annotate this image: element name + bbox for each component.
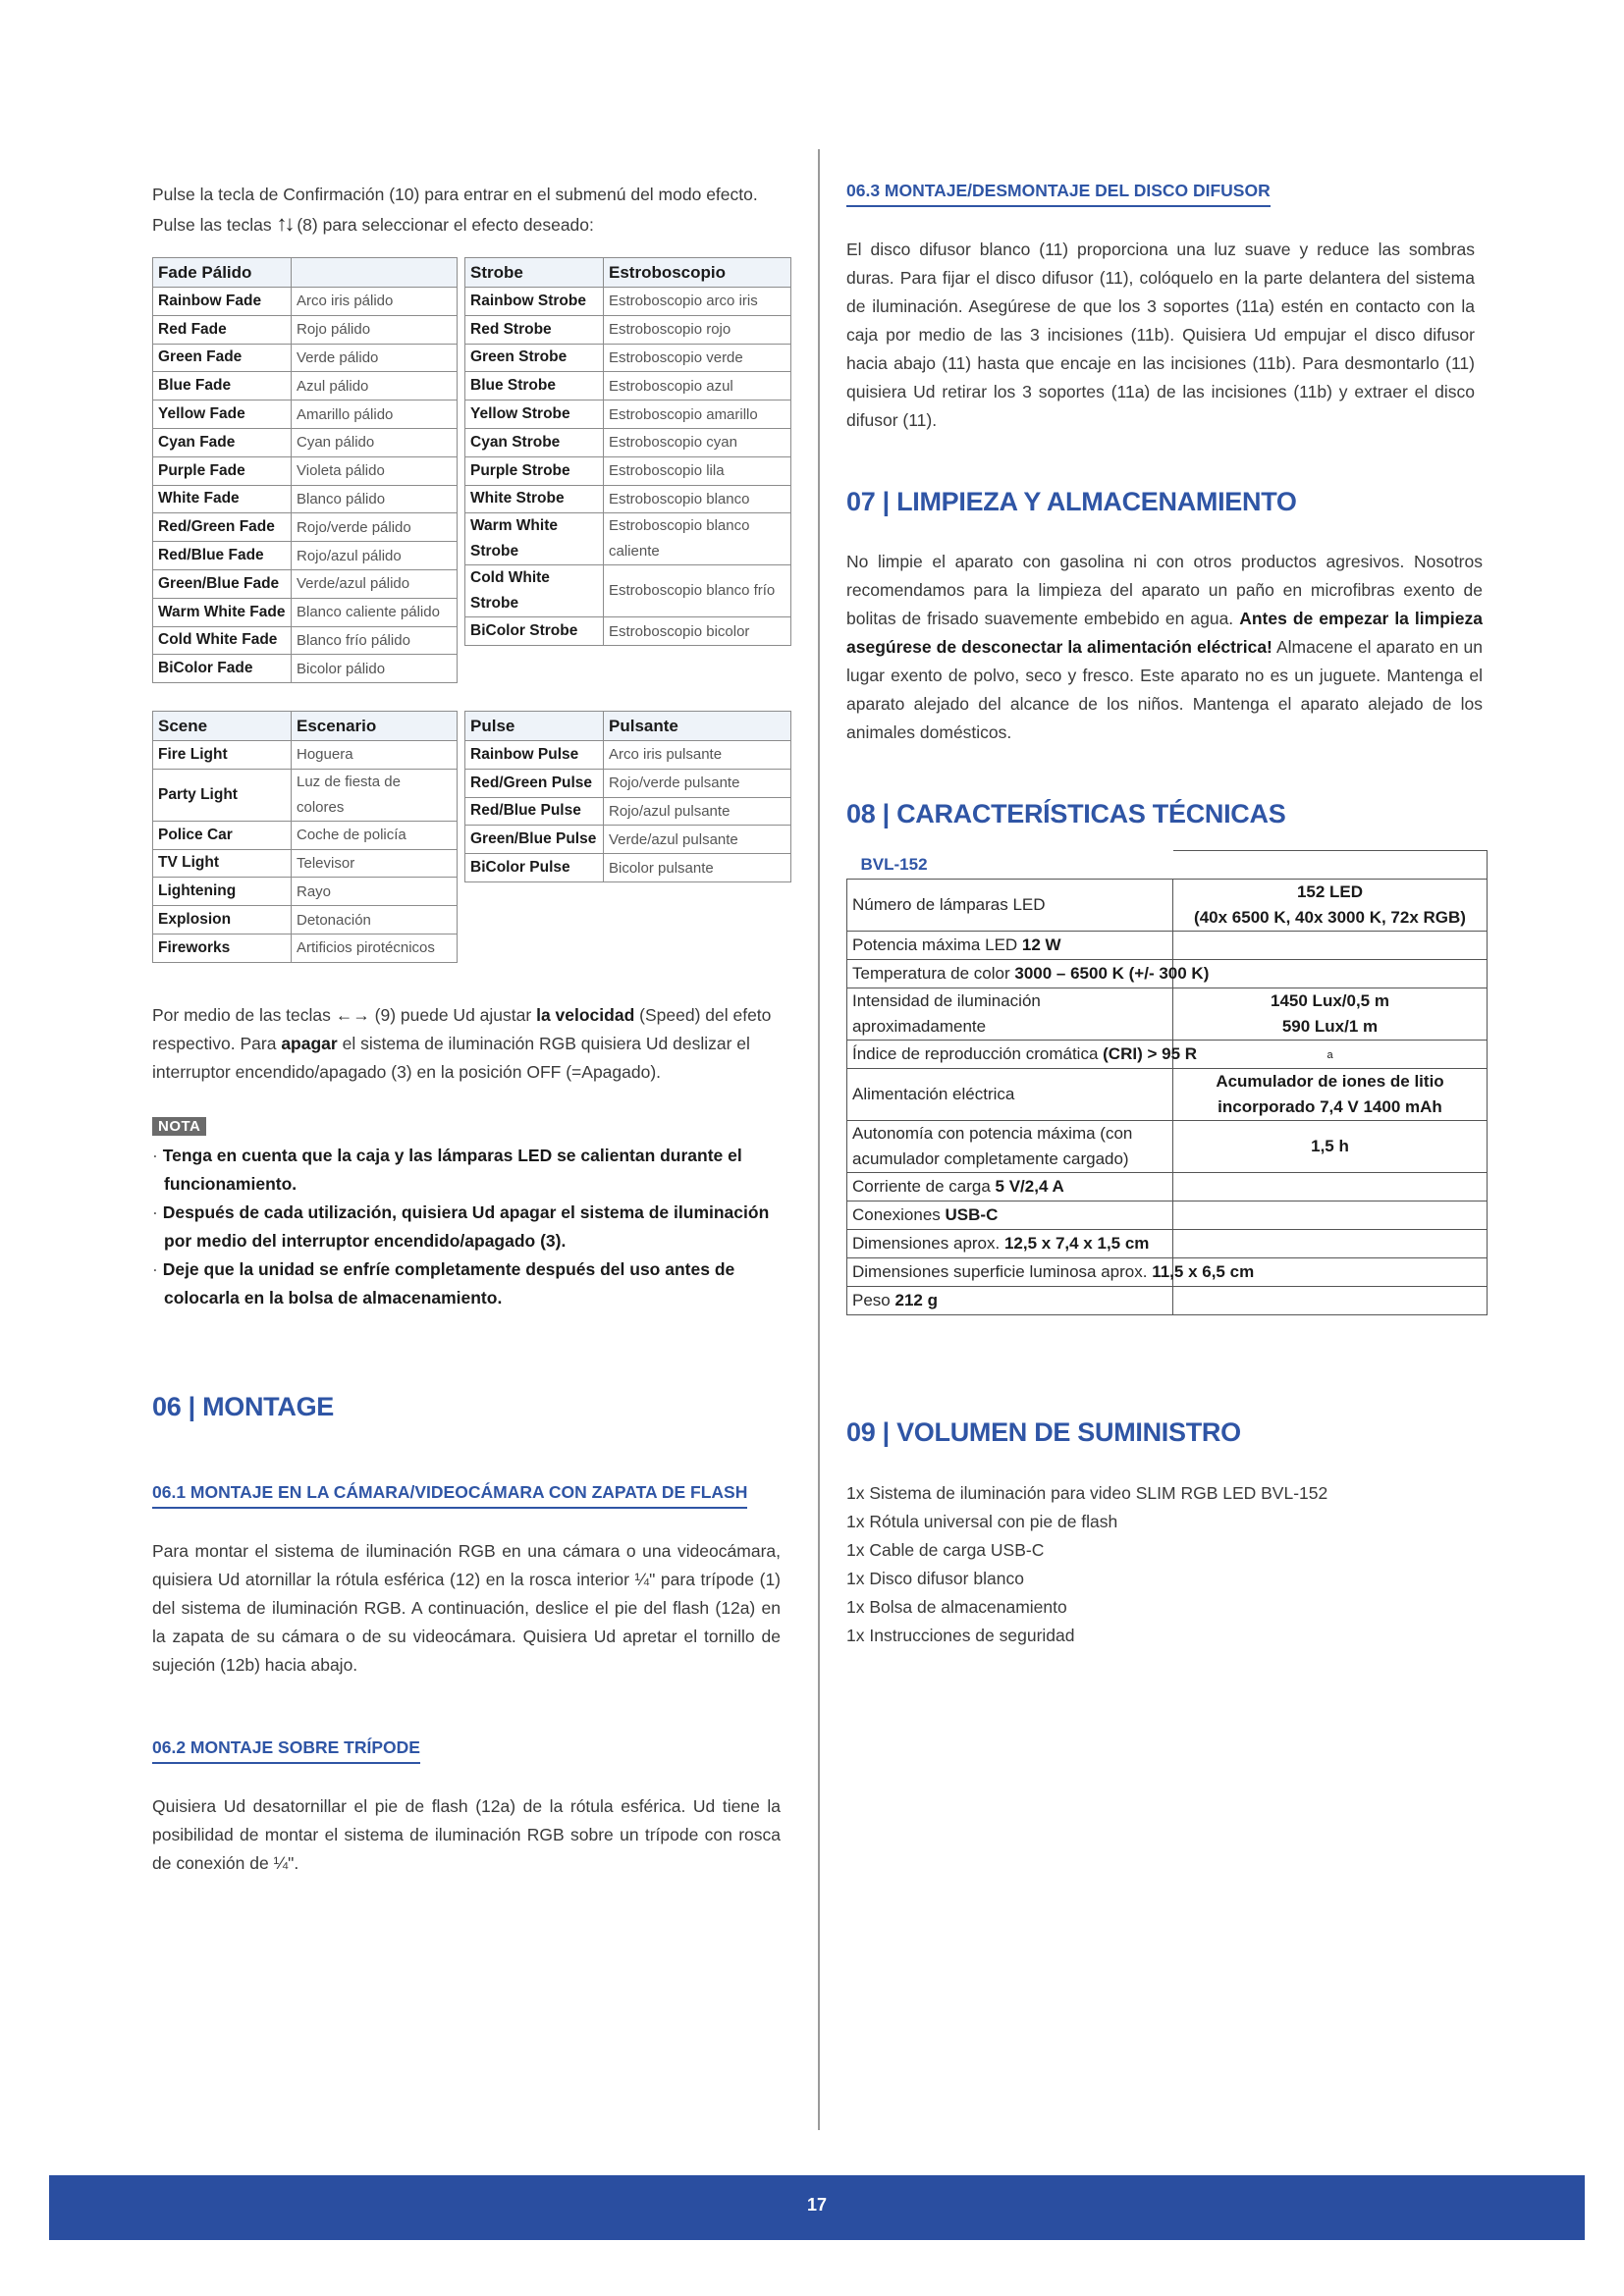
effect-name-cell: Red Fade: [153, 315, 292, 344]
nota-item: [152, 1199, 781, 1255]
specs-row: [847, 1287, 1488, 1315]
specs-label-bold: 12,5 x 7,4 x 1,5 cm: [1003, 1234, 1150, 1253]
specs-value-cell: [1173, 1230, 1488, 1258]
effect-name-cell: Green/Blue Fade: [153, 569, 292, 598]
pulse-header-col1: Pulse: [465, 712, 604, 741]
fade-table-row: [153, 456, 458, 485]
effect-name-cell: Rainbow Strobe: [465, 288, 604, 316]
effect-name-cell: BiColor Pulse: [465, 854, 604, 882]
effect-name-cell: Yellow Fade: [153, 400, 292, 429]
specs-label: Dimensiones aprox.: [852, 1234, 1004, 1253]
specs-label-cell: [847, 1287, 1173, 1315]
fade-table-row: [153, 655, 458, 683]
specs-value-cell: [1173, 1201, 1488, 1230]
supply-item: 1x Instrucciones de seguridad: [846, 1626, 1075, 1645]
scene-table-header: [153, 712, 458, 741]
intro-text: [152, 181, 800, 240]
specs-row: [847, 1201, 1488, 1230]
effect-name-cell: BiColor Strobe: [465, 617, 604, 646]
effect-translation-cell: Arco iris pálido: [292, 288, 458, 316]
montage-s1-title: 06.1 MONTAJE EN LA CÁMARA/VIDEOCÁMARA CON ZAPATA DE FLASH: [152, 1482, 747, 1509]
supply-list: [846, 1479, 1475, 1650]
specs-label-cell: [847, 1230, 1173, 1258]
cleaning-text-post: Almacene el aparato en un lugar exento de polvo, seco y fresco. Este aparato no es un juguete. Mantenga el aparato alejado del alcance de los niños. Mantenga el aparato alejado de los animales domésticos.: [846, 637, 1484, 742]
supply-item: 1x Sistema de iluminación para video SLIM RGB LED BVL-152: [846, 1483, 1328, 1503]
specs-model: BVL-152: [847, 851, 1173, 880]
speed-text-bold2: apagar: [281, 1034, 338, 1053]
cleaning-title: 07 | LIMPIEZA Y ALMACENAMIENTO: [846, 487, 1297, 516]
specs-label-cell: [847, 880, 1173, 932]
fade-table-row: [153, 513, 458, 542]
effect-name-cell: Purple Strobe: [465, 456, 604, 485]
effect-translation-cell: Blanco pálido: [292, 485, 458, 513]
speed-text-pre: Por medio de las teclas: [152, 1005, 331, 1025]
cleaning-text-pre: No limpie el aparato con gasolina ni con otros productos agresivos. Nosotros recomendamos para la limpieza del aparato un paño en microfibras exento de bolitas de frisado suavemente embebido en agua.: [846, 552, 1483, 628]
specs-label: Número de lámparas LED: [852, 895, 1046, 914]
effect-translation-cell: Estroboscopio lila: [604, 456, 791, 485]
scene-table-row: [153, 849, 458, 878]
effect-translation-cell: Rojo/verde pálido: [292, 513, 458, 542]
effect-name-cell: Cyan Strobe: [465, 428, 604, 456]
effect-translation-cell: Amarillo pálido: [292, 400, 458, 429]
fade-header-col1: Fade Pálido: [153, 258, 292, 288]
strobe-table-row: [465, 315, 791, 344]
fade-table-header: [153, 258, 458, 288]
nota-item-text: Después de cada utilización, quisiera Ud apagar el sistema de iluminación por medio del interruptor encendido/apagado (3).: [162, 1202, 770, 1251]
page-footer: [49, 2175, 1585, 2240]
supply-item: 1x Cable de carga USB-C: [846, 1540, 1045, 1560]
effect-name-cell: Red/Green Fade: [153, 513, 292, 542]
specs-label-bold: 5 V/2,4 A: [995, 1177, 1064, 1196]
effect-name-cell: Purple Fade: [153, 456, 292, 485]
effect-name-cell: Blue Strobe: [465, 372, 604, 400]
effect-name-cell: Yellow Strobe: [465, 400, 604, 429]
specs-row: [847, 1173, 1488, 1201]
fade-table: [152, 257, 458, 683]
strobe-table-row: [465, 344, 791, 372]
nota-item: [152, 1142, 781, 1199]
specs-label-cell: [847, 960, 1210, 988]
montage-title: 06 | MONTAGE: [152, 1392, 334, 1421]
effect-translation-cell: Azul pálido: [292, 372, 458, 400]
pulse-table-row: [465, 854, 791, 882]
effect-name-cell: Cold White Strobe: [465, 565, 604, 617]
specs-label-bold: 212 g: [894, 1291, 938, 1309]
montage-s3-title: 06.3 MONTAJE/DESMONTAJE DEL DISCO DIFUSOR: [846, 181, 1271, 207]
effect-translation-cell: Estroboscopio bicolor: [604, 617, 791, 646]
strobe-header-col1: Strobe: [465, 258, 604, 288]
montage-s3-text: El disco difusor blanco (11) proporciona una luz suave y reduce las sombras duras. Para fijar el disco difusor (11), colóquelo en la parte delantera del sistema de iluminación. Asegúrese de que los 3 soportes (11a) estén en contacto con la caja por medio de las 3 incisiones (11b). Quisiera Ud empujar el disco difusor hacia abajo (11) hasta que encaje en las incisiones (11b). Para desmontarlo (11) quisiera Ud retirar los 3 soportes (11a) de las incisiones (11b) y extraer el disco difusor (11).: [846, 240, 1475, 430]
effect-name-cell: Red/Blue Fade: [153, 542, 292, 570]
effect-translation-cell: Cyan pálido: [292, 428, 458, 456]
montage-s2-text: Quisiera Ud desatornillar el pie de flash (12a) de la rótula esférica. Ud tiene la posibilidad de montar el sistema de iluminación RGB sobre un trípode con rosca de conexión de ¼".: [152, 1796, 781, 1873]
nota-item: [152, 1255, 781, 1312]
strobe-table-row: [465, 513, 791, 565]
strobe-table-row: [465, 456, 791, 485]
fade-table-row: [153, 288, 458, 316]
scene-header-col1: Scene: [153, 712, 292, 741]
strobe-table-row: [465, 485, 791, 513]
effect-translation-cell: Verde pálido: [292, 344, 458, 372]
effect-translation-cell: Blanco frío pálido: [292, 626, 458, 655]
fade-table-row: [153, 428, 458, 456]
specs-label-bold: 3000 – 6500 K (+/- 300 K): [1014, 964, 1210, 983]
specs-label-bold: 11,5 x 6,5 cm: [1152, 1262, 1255, 1281]
fade-table-row: [153, 485, 458, 513]
scene-table-row: [153, 769, 458, 821]
specs-row: [847, 932, 1488, 960]
specs-label-bold: (CRI) > 95 R: [1103, 1044, 1198, 1063]
effect-translation-cell: Estroboscopio azul: [604, 372, 791, 400]
nota-list: [152, 1142, 781, 1312]
effect-name-cell: Green/Blue Pulse: [465, 826, 604, 854]
supply-item: 1x Bolsa de almacenamiento: [846, 1597, 1067, 1617]
pulse-header-col2: Pulsante: [604, 712, 791, 741]
effect-translation-cell: Rojo/azul pulsante: [604, 797, 791, 826]
effect-name-cell: White Strobe: [465, 485, 604, 513]
fade-table-row: [153, 542, 458, 570]
effect-translation-cell: Rojo pálido: [292, 315, 458, 344]
specs-label-bold: 12 W: [1021, 935, 1061, 954]
cleaning-text: [846, 548, 1483, 747]
specs-value-cell: [1173, 1287, 1488, 1315]
fade-table-row: [153, 400, 458, 429]
nota-item-text: Tenga en cuenta que la caja y las lámparas LED se calientan durante el funcionamiento.: [162, 1146, 742, 1194]
scene-table-row: [153, 906, 458, 934]
specs-value-cell: [1173, 960, 1488, 988]
specs-label-cell: [847, 1258, 1255, 1287]
effect-translation-cell: Luz de fiesta de colores: [292, 769, 458, 821]
effect-translation-cell: Artificios pirotécnicos: [292, 934, 458, 962]
effect-translation-cell: Estroboscopio arco iris: [604, 288, 791, 316]
effect-translation-cell: Rojo/azul pálido: [292, 542, 458, 570]
specs-row: [847, 880, 1488, 932]
strobe-table-row: [465, 565, 791, 617]
effect-translation-cell: Estroboscopio cyan: [604, 428, 791, 456]
specs-label: Peso: [852, 1291, 895, 1309]
scene-table-row: [153, 741, 458, 770]
specs-table: [846, 850, 1488, 1315]
effect-translation-cell: Bicolor pulsante: [604, 854, 791, 882]
fade-header-col2: [292, 258, 458, 288]
effect-name-cell: White Fade: [153, 485, 292, 513]
scene-table-row: [153, 934, 458, 962]
effect-translation-cell: Televisor: [292, 849, 458, 878]
pulse-table-row: [465, 797, 791, 826]
effect-name-cell: Cold White Fade: [153, 626, 292, 655]
pulse-table-row: [465, 769, 791, 797]
specs-label: Corriente de carga: [852, 1177, 996, 1196]
pulse-table: [464, 711, 791, 882]
scene-header-col2: Escenario: [292, 712, 458, 741]
specs-value-cell: [1173, 1173, 1488, 1201]
specs-label: Potencia máxima LED: [852, 935, 1022, 954]
specs-label-cell: [847, 1201, 1173, 1230]
strobe-table-row: [465, 428, 791, 456]
specs-row: [847, 1069, 1488, 1121]
effect-translation-cell: Estroboscopio blanco: [604, 485, 791, 513]
effect-translation-cell: Blanco caliente pálido: [292, 598, 458, 626]
montage-s2-title: 06.2 MONTAJE SOBRE TRÍPODE: [152, 1737, 420, 1764]
specs-label-cell: [847, 1069, 1173, 1121]
specs-value-cell: 1,5 h: [1173, 1121, 1488, 1173]
effect-translation-cell: Verde/azul pulsante: [604, 826, 791, 854]
strobe-table-row: [465, 617, 791, 646]
effect-name-cell: Lightening: [153, 878, 292, 906]
page-number: 17: [806, 2195, 828, 2215]
effect-translation-cell: Verde/azul pálido: [292, 569, 458, 598]
effect-translation-cell: Rojo/verde pulsante: [604, 769, 791, 797]
intro-line-2-post: (8) para seleccionar el efecto deseado:: [297, 215, 594, 235]
effect-translation-cell: Coche de policía: [292, 821, 458, 849]
effect-name-cell: Cyan Fade: [153, 428, 292, 456]
cleaning-text-bold: Antes de empezar la limpieza asegúrese de desconectar la alimentación eléctrica!: [846, 609, 1483, 657]
specs-row: [847, 960, 1488, 988]
specs-label-cell: [847, 1121, 1173, 1173]
intro-line-1: Pulse la tecla de Confirmación (10) para entrar en el submenú del modo efecto.: [152, 185, 758, 204]
left-right-arrows-icon: ←→: [335, 1005, 370, 1025]
strobe-table-row: [465, 400, 791, 429]
speed-text-post: el sistema de iluminación RGB quisiera Ud deslizar el interruptor encendido/apagado (3) en la posición OFF (=Apagado).: [152, 1034, 750, 1082]
fade-table-row: [153, 569, 458, 598]
specs-value-cell: 152 LED (40x 6500 K, 40x 3000 K, 72x RGB): [1173, 880, 1488, 932]
specs-label: Conexiones: [852, 1205, 946, 1224]
pulse-table-header: [465, 712, 791, 741]
effect-name-cell: Police Car: [153, 821, 292, 849]
effect-name-cell: Green Fade: [153, 344, 292, 372]
specs-model-row: [847, 851, 1488, 880]
specs-label: Índice de reproducción cromática: [852, 1044, 1104, 1063]
bullet-icon: ·: [152, 1259, 163, 1279]
specs-value-cell: Acumulador de iones de litio incorporado 7,4 V 1400 mAh: [1173, 1069, 1488, 1121]
specs-label-cell: [847, 932, 1173, 960]
specs-row: [847, 1041, 1488, 1069]
effect-name-cell: Warm White Strobe: [465, 513, 604, 565]
effect-name-cell: Rainbow Pulse: [465, 741, 604, 770]
effect-translation-cell: Bicolor pálido: [292, 655, 458, 683]
strobe-table: [464, 257, 791, 646]
pulse-table-row: [465, 826, 791, 854]
effect-name-cell: TV Light: [153, 849, 292, 878]
effect-translation-cell: Estroboscopio blanco frío: [604, 565, 791, 617]
fade-table-row: [153, 372, 458, 400]
effect-translation-cell: Estroboscopio amarillo: [604, 400, 791, 429]
effect-name-cell: Rainbow Fade: [153, 288, 292, 316]
effect-name-cell: Fireworks: [153, 934, 292, 962]
up-down-arrows-icon: ↑↓: [276, 211, 293, 236]
specs-label-cell: [847, 1041, 1198, 1069]
effect-name-cell: Red Strobe: [465, 315, 604, 344]
effect-translation-cell: Hoguera: [292, 741, 458, 770]
specs-label: Alimentación eléctrica: [852, 1085, 1015, 1103]
specs-label-cell: [847, 988, 1173, 1041]
speed-text-mid2: (Speed) del efeto respectivo. Para: [152, 1005, 772, 1053]
montage-s1-text: Para montar el sistema de iluminación RGB en una cámara o una videocámara, quisiera Ud atornillar la rótula esférica (12) en la rosca interior ¼" para trípode (1) del sistema de iluminación RGB. A continuación, deslice el pie del flash (12a) en la zapata de su cámara o de su videocámara. Quisiera Ud apretar el tornillo de sujeción (12b) hacia abajo.: [152, 1541, 781, 1675]
fade-table-row: [153, 344, 458, 372]
speed-text-bold1: la velocidad: [536, 1005, 635, 1025]
scene-table: [152, 711, 458, 963]
effect-name-cell: BiColor Fade: [153, 655, 292, 683]
supply-item: 1x Disco difusor blanco: [846, 1569, 1024, 1588]
specs-model-spacer: [1173, 851, 1488, 880]
effect-name-cell: Fire Light: [153, 741, 292, 770]
bullet-icon: ·: [152, 1202, 163, 1222]
bullet-icon: ·: [152, 1146, 163, 1165]
scene-table-row: [153, 878, 458, 906]
speed-paragraph: [152, 1001, 795, 1087]
fade-table-row: [153, 315, 458, 344]
scene-table-row: [153, 821, 458, 849]
effect-name-cell: Green Strobe: [465, 344, 604, 372]
effect-name-cell: Party Light: [153, 769, 292, 821]
nota-badge: NOTA: [152, 1117, 206, 1136]
specs-value-cell: a: [1173, 1041, 1488, 1069]
specs-row: [847, 1121, 1488, 1173]
strobe-header-col2: Estroboscopio: [604, 258, 791, 288]
speed-text-mid1: (9) puede Ud ajustar: [374, 1005, 532, 1025]
fade-table-row: [153, 626, 458, 655]
effect-translation-cell: Estroboscopio verde: [604, 344, 791, 372]
specs-value-cell: 1450 Lux/0,5 m 590 Lux/1 m: [1173, 988, 1488, 1041]
supply-title: 09 | VOLUMEN DE SUMINISTRO: [846, 1417, 1241, 1447]
effect-translation-cell: Arco iris pulsante: [604, 741, 791, 770]
specs-label: Temperatura de color: [852, 964, 1015, 983]
supply-item: 1x Rótula universal con pie de flash: [846, 1512, 1118, 1531]
specs-label: Intensidad de iluminación aproximadamente: [852, 991, 1041, 1036]
effect-translation-cell: Detonación: [292, 906, 458, 934]
specs-row: [847, 988, 1488, 1041]
effect-translation-cell: Estroboscopio blanco caliente: [604, 513, 791, 565]
specs-row: [847, 1258, 1488, 1287]
effect-translation-cell: Estroboscopio rojo: [604, 315, 791, 344]
nota-item-text: Deje que la unidad se enfríe completamente después del uso antes de colocarla en la bolsa de almacenamiento.: [162, 1259, 735, 1308]
specs-value-cell: [1173, 932, 1488, 960]
specs-label-cell: [847, 1173, 1173, 1201]
strobe-table-header: [465, 258, 791, 288]
effect-name-cell: Red/Green Pulse: [465, 769, 604, 797]
fade-table-row: [153, 598, 458, 626]
strobe-table-row: [465, 288, 791, 316]
intro-line-2-pre: Pulse las teclas: [152, 215, 272, 235]
effect-translation-cell: Rayo: [292, 878, 458, 906]
effect-name-cell: Explosion: [153, 906, 292, 934]
effect-name-cell: Red/Blue Pulse: [465, 797, 604, 826]
specs-label: Dimensiones superficie luminosa aprox.: [852, 1262, 1153, 1281]
effect-translation-cell: Violeta pálido: [292, 456, 458, 485]
specs-row: [847, 1230, 1488, 1258]
effect-name-cell: Warm White Fade: [153, 598, 292, 626]
effect-name-cell: Blue Fade: [153, 372, 292, 400]
specs-title: 08 | CARACTERÍSTICAS TÉCNICAS: [846, 799, 1286, 828]
specs-label: Autonomía con potencia máxima (con acumulador completamente cargado): [852, 1124, 1133, 1168]
column-divider: [818, 149, 820, 2130]
strobe-table-row: [465, 372, 791, 400]
specs-label-bold: USB-C: [945, 1205, 999, 1224]
pulse-table-row: [465, 741, 791, 770]
